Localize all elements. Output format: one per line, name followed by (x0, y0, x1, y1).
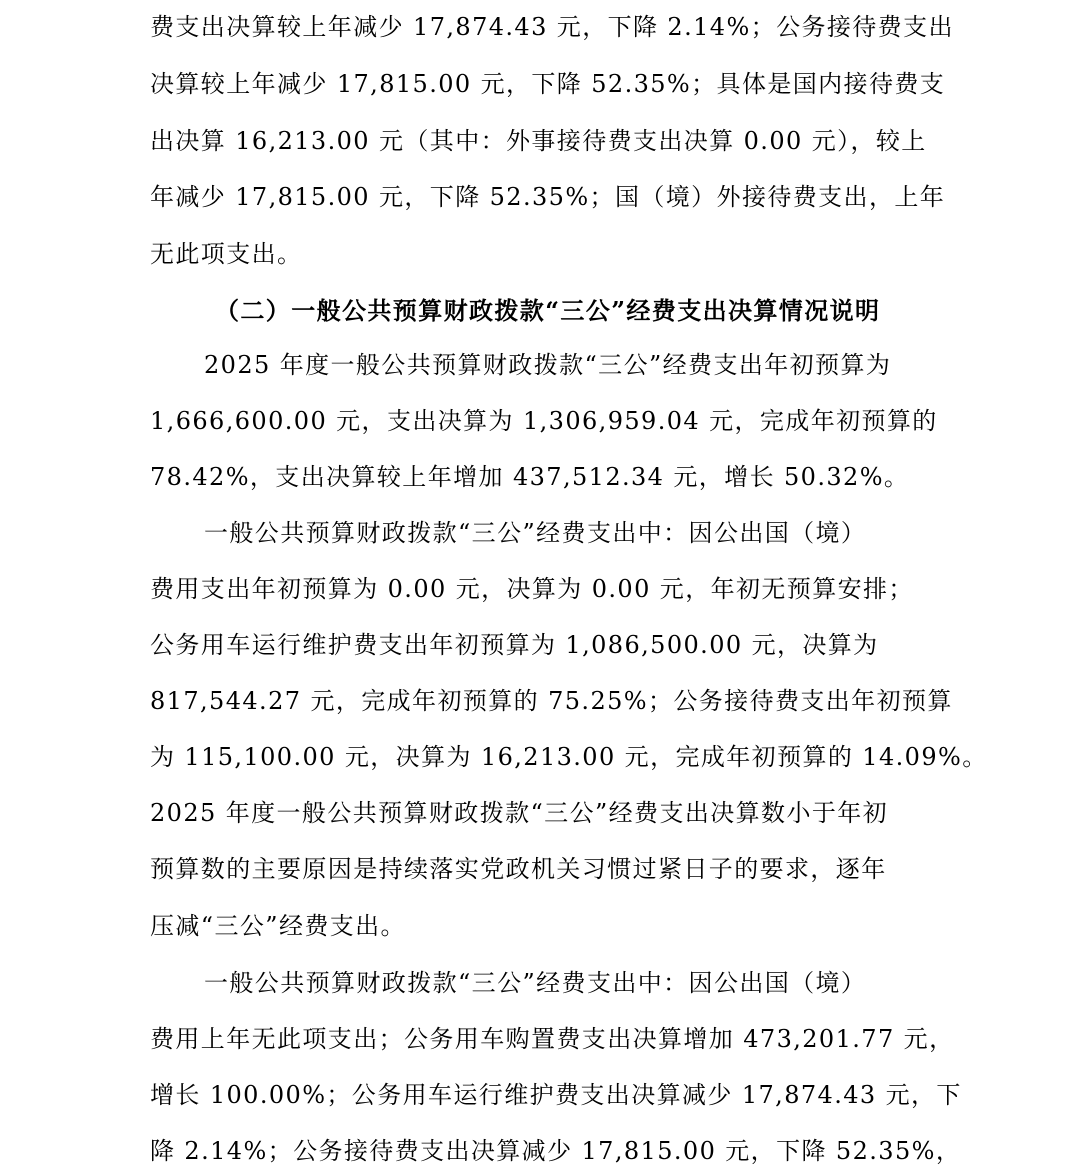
text-line-11: 费用支出年初预算为 0.00 元，决算为 0.00 元，年初无预算安排； (150, 575, 914, 603)
text-line-9: 78.42%，支出决算较上年增加 437,512.34 元，增长 50.32%。 (150, 463, 910, 491)
text-line-14: 为 115,100.00 元，决算为 16,213.00 元，完成年初预算的 14.09%。 (150, 743, 988, 771)
text-line-16: 预算数的主要原因是持续落实党政机关习惯过紧日子的要求，逐年 (150, 855, 887, 883)
text-line-10: 一般公共预算财政拨款“三公”经费支出中：因公出国（境） (204, 519, 867, 547)
text-line-12: 公务用车运行维护费支出年初预算为 1,086,500.00 元，决算为 (150, 631, 879, 659)
section-heading: （二）一般公共预算财政拨款“三公”经费支出决算情况说明 (215, 296, 881, 325)
text-line-2: 决算较上年减少 17,815.00 元，下降 52.35%；具体是国内接待费支 (150, 70, 946, 98)
text-line-4: 年减少 17,815.00 元，下降 52.35%；国（境）外接待费支出，上年 (150, 183, 946, 211)
text-line-13: 817,544.27 元，完成年初预算的 75.25%；公务接待费支出年初预算 (150, 687, 953, 715)
text-line-21: 降 2.14%；公务接待费支出决算减少 17,815.00 元，下降 52.35%， (150, 1137, 962, 1165)
text-line-17: 压减“三公”经费支出。 (150, 912, 406, 940)
text-line-19: 费用上年无此项支出；公务用车购置费支出决算增加 473,201.77 元， (150, 1025, 955, 1053)
text-line-20: 增长 100.00%；公务用车运行维护费支出决算减少 17,874.43 元，下 (150, 1081, 962, 1109)
text-line-8: 1,666,600.00 元，支出决算为 1,306,959.04 元，完成年初预算的 (150, 407, 938, 435)
text-line-15: 2025 年度一般公共预算财政拨款“三公”经费支出决算数小于年初 (150, 799, 889, 827)
text-line-1: 费支出决算较上年减少 17,874.43 元，下降 2.14%；公务接待费支出 (150, 13, 954, 41)
text-line-18: 一般公共预算财政拨款“三公”经费支出中：因公出国（境） (204, 969, 867, 997)
text-line-3: 出决算 16,213.00 元（其中：外事接待费支出决算 0.00 元），较上 (150, 127, 927, 155)
text-line-7: 2025 年度一般公共预算财政拨款“三公”经费支出年初预算为 (204, 351, 892, 379)
text-line-5: 无此项支出。 (150, 240, 303, 268)
